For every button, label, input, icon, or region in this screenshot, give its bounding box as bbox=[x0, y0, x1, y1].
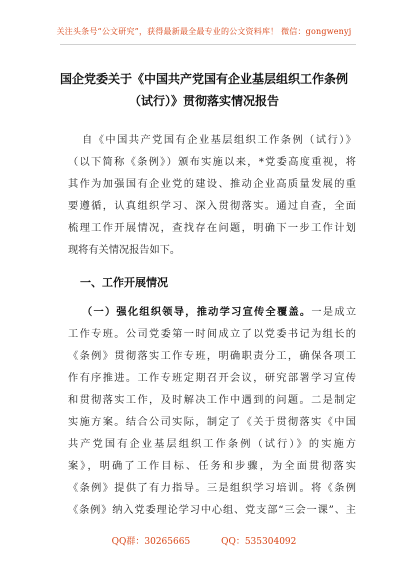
footer-qq: QQ：535304092 bbox=[221, 537, 297, 547]
body-line: 《条例》贯彻落实工作专班，明确职责分工，确保各项工 bbox=[68, 351, 356, 362]
footer-contact bbox=[0, 534, 408, 547]
footer-qq-group: QQ群：30265665 bbox=[111, 537, 191, 547]
title-line-2: （试行）》贯彻落实情况报告 bbox=[128, 94, 279, 108]
body-line: 和贯彻落实工作，及时解决工作中遇到的问题。二是制定 bbox=[68, 395, 356, 406]
document-title bbox=[40, 68, 368, 112]
title-line-1: 国企党委关于《中国共产党国有企业基层组织工作条例 bbox=[59, 72, 348, 86]
intro-line: 其作为加强国有企业党的建设、推动企业高质量发展的重 bbox=[68, 179, 356, 190]
body-line: 共产党国有企业基层组织工作条例（试行）》的实施方 bbox=[68, 439, 356, 450]
intro-line-last: 现将有关情况报告如下。 bbox=[68, 245, 181, 256]
body-line: 《条例》提供了有力指导。三是组织学习培训。将《条例 bbox=[68, 483, 356, 494]
intro-line: （以下简称《条例》）颁布实施以来，*党委高度重视，将 bbox=[68, 157, 356, 168]
body-line: 作有序推进。工作专班定期召开会议，研究部署学习宣传 bbox=[68, 373, 356, 384]
header-divider bbox=[60, 44, 356, 45]
intro-line: 梳理工作开展情况，查找存在问题，明确下一步工作计划 bbox=[68, 223, 356, 234]
intro-line: 要遵循，认真组织学习、深入贯彻落实。通过自查，全面 bbox=[68, 201, 356, 212]
body-line: 工作专班。公司党委第一时间成立了以党委书记为组长的 bbox=[68, 329, 356, 340]
subsection-lead-tail: 一是成立 bbox=[311, 307, 356, 318]
intro-line: 自《中国共产党国有企业基层组织工作条例（试行）》 bbox=[82, 135, 356, 146]
header-banner: 关注头条号“公文研究”，获得最新最全最专业的公文资料库！ 微信：gongwenyj bbox=[56, 27, 352, 36]
subsection-heading-1: （一）强化组织领导，推动学习宣传全覆盖。 bbox=[82, 307, 312, 318]
section-heading-1: 一、工作开展情况 bbox=[80, 276, 168, 289]
body-line: 实施方案。结合公司实际，制定了《关于贯彻落实《中国 bbox=[68, 417, 356, 428]
subsection-lead-line bbox=[82, 306, 356, 320]
body-line: 案》，明确了工作目标、任务和步骤，为全面贯彻落实 bbox=[68, 461, 356, 472]
body-line: 《条例》纳入党委理论学习中心组、党支部“三会一课”、主 bbox=[68, 505, 356, 516]
